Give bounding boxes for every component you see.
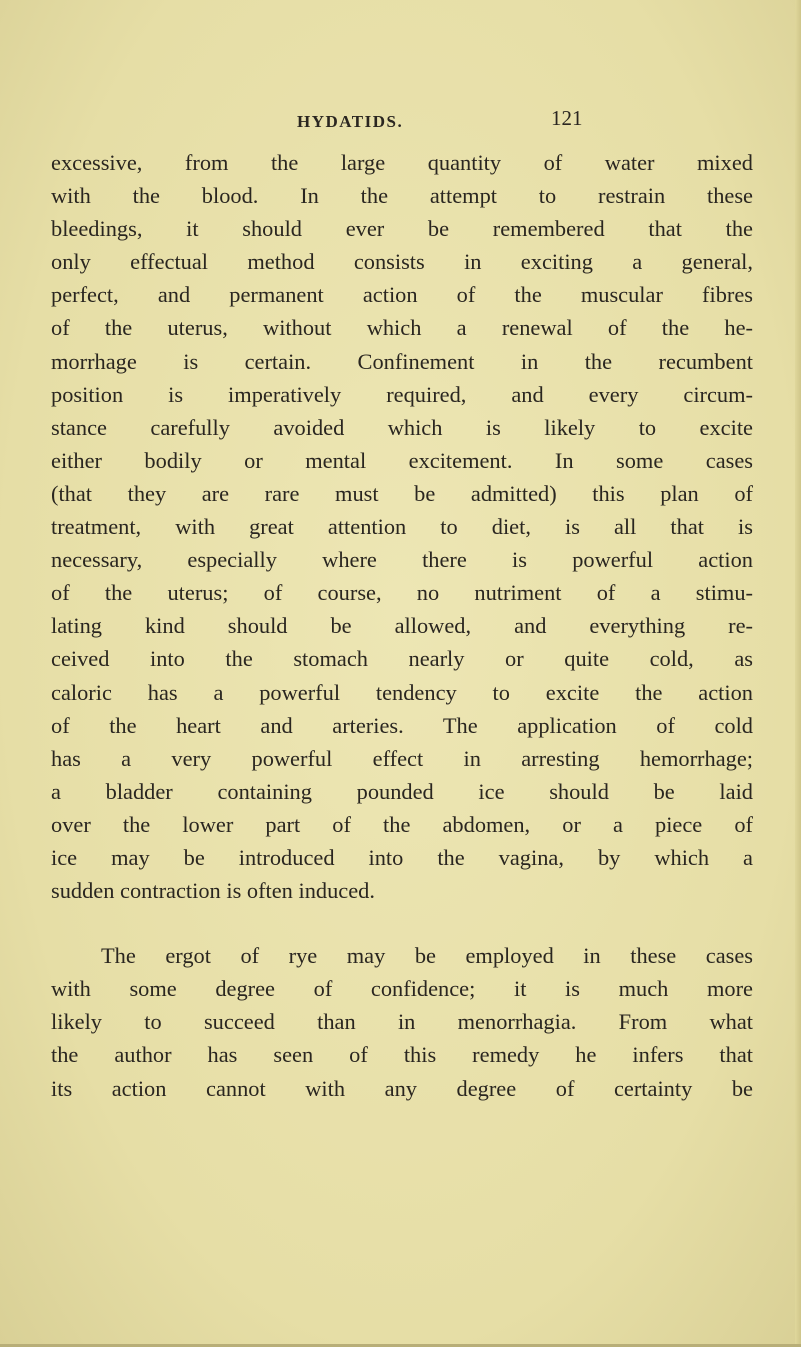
text-line: necessary, especially where there is powerful action	[51, 547, 753, 573]
text-line: with some degree of confidence; it is much more	[51, 976, 753, 1002]
text-line: has a very powerful effect in arresting hemorrhage;	[51, 745, 753, 771]
text-line: perfect, and permanent action of the muscular fibres	[51, 282, 753, 308]
text-line: excessive, from the large quantity of water mixed	[51, 150, 753, 175]
text-line: either bodily or mental excitement. In some cases	[51, 447, 753, 473]
text-line: caloric has a powerful tendency to excite the action	[51, 679, 753, 705]
text-line: bleedings, it should ever be remembered that the	[51, 216, 753, 242]
text-line: only effectual method consists in exciting a general,	[51, 249, 753, 275]
text-line: morrhage is certain. Confinement in the recumbent	[51, 348, 753, 374]
page-number: 121	[551, 106, 583, 130]
paragraph-1	[51, 146, 753, 907]
text-line: with the blood. In the attempt to restrain these	[51, 183, 753, 209]
text-line: of the uterus, without which a renewal of the he-	[51, 315, 753, 341]
text-line: over the lower part of the abdomen, or a piece of	[51, 811, 753, 837]
text-line: lating kind should be allowed, and everything re-	[51, 613, 753, 639]
text-line: stance carefully avoided which is likely to excite	[51, 414, 753, 440]
text-line: (that they are rare must be admitted) this plan of	[51, 480, 753, 506]
text-line: its action cannot with any degree of certainty be	[51, 1075, 753, 1101]
text-line: ceived into the stomach nearly or quite cold, as	[51, 646, 753, 672]
running-title: HYDATIDS.	[297, 112, 404, 131]
text-line: of the uterus; of course, no nutriment of a stimu-	[51, 580, 753, 606]
text-line: likely to succeed than in menorrhagia. From what	[51, 1009, 753, 1035]
text-line: a bladder containing pounded ice should be laid	[51, 778, 753, 804]
page-body	[51, 146, 753, 1105]
paragraph-2	[51, 939, 753, 1104]
text-line: position is imperatively required, and every circum-	[51, 381, 753, 407]
text-line: The ergot of rye may be employed in these cases	[101, 943, 753, 969]
text-line: ice may be introduced into the vagina, by which a	[51, 844, 753, 870]
text-line: treatment, with great attention to diet, is all that is	[51, 514, 753, 540]
text-line: the author has seen of this remedy he infers that	[51, 1042, 753, 1068]
page-edge	[795, 0, 801, 1347]
page-header	[0, 106, 801, 142]
text-line: sudden contraction is often induced.	[51, 878, 375, 904]
text-line: of the heart and arteries. The application of cold	[51, 712, 753, 738]
